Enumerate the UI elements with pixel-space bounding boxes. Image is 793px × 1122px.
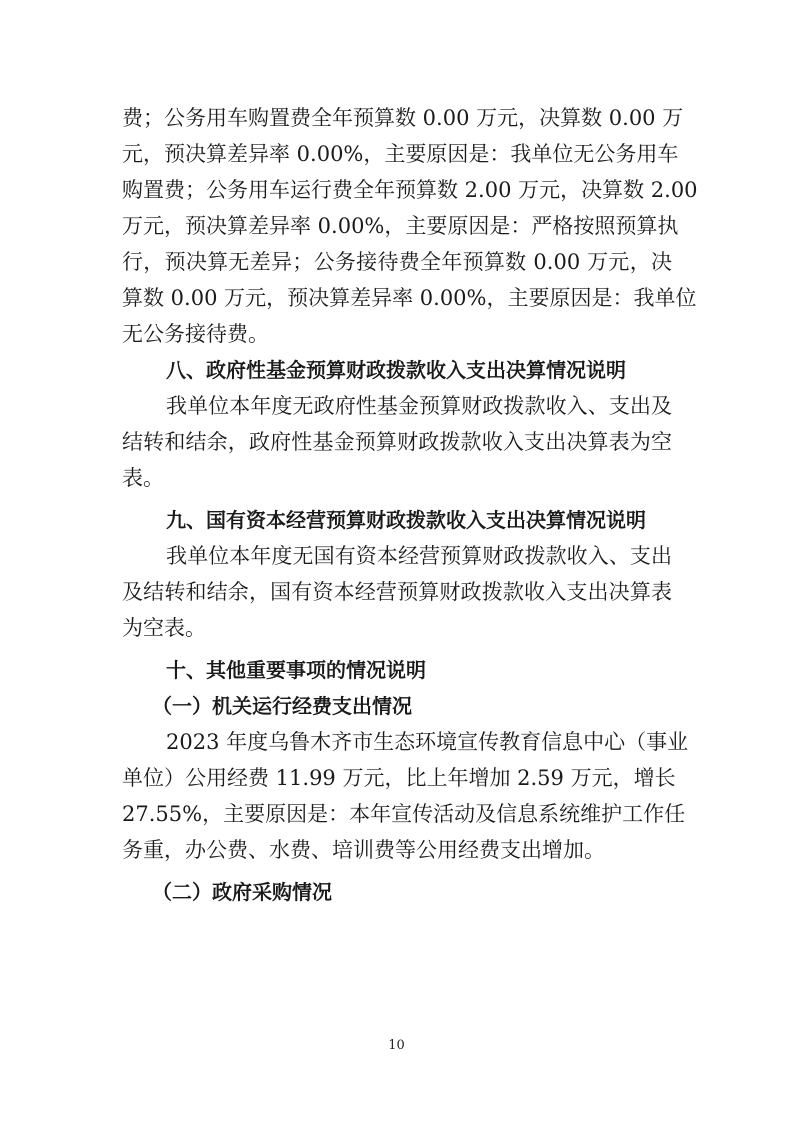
text-line: 行，预决算无差异；公务接待费全年预算数 0.00 万元，决 bbox=[122, 250, 672, 274]
section-heading-10: 十、其他重要事项的情况说明 bbox=[166, 658, 426, 682]
section-heading-9: 九、国有资本经营预算财政拨款收入支出决算情况说明 bbox=[166, 508, 646, 532]
paragraph-section-8 bbox=[122, 388, 672, 496]
paragraph-official-expenses bbox=[122, 100, 698, 352]
text-line: 我单位本年度无政府性基金预算财政拨款收入、支出及 bbox=[166, 394, 672, 418]
page-number: 10 bbox=[388, 1038, 405, 1053]
text-line: 为空表。 bbox=[122, 616, 206, 640]
text-line: 2023 年度乌鲁木齐市生态环境宣传教育信息中心（事业 bbox=[166, 730, 689, 754]
text-line: 我单位本年度无国有资本经营预算财政拨款收入、支出 bbox=[166, 544, 672, 568]
text-line: 结转和结余，政府性基金预算财政拨款收入支出决算表为空 bbox=[122, 430, 672, 454]
text-line: 单位）公用经费 11.99 万元，比上年增加 2.59 万元，增长 bbox=[122, 766, 676, 790]
text-line: 无公务接待费。 bbox=[122, 322, 269, 346]
page-content bbox=[122, 100, 698, 910]
text-line: 及结转和结余，国有资本经营预算财政拨款收入支出决算表 bbox=[122, 580, 672, 604]
text-line: 算数 0.00 万元，预决算差异率 0.00%，主要原因是：我单位 bbox=[122, 286, 697, 310]
text-line: 表。 bbox=[122, 466, 164, 490]
paragraph-operating-expenses bbox=[122, 724, 689, 868]
subsection-heading-2: （二）政府采购情况 bbox=[152, 880, 332, 904]
text-line: 购置费；公务用车运行费全年预算数 2.00 万元，决算数 2.00 bbox=[122, 178, 698, 202]
section-heading-8: 八、政府性基金预算财政拨款收入支出决算情况说明 bbox=[166, 358, 626, 382]
text-line: 元，预决算差异率 0.00%，主要原因是：我单位无公务用车 bbox=[122, 142, 679, 166]
text-line: 27.55%，主要原因是：本年宣传活动及信息系统维护工作任 bbox=[122, 802, 686, 826]
text-line: 万元，预决算差异率 0.00%，主要原因是：严格按照预算执 bbox=[122, 214, 679, 238]
text-line: 务重，办公费、水费、培训费等公用经费支出增加。 bbox=[122, 838, 605, 862]
text-line: 费；公务用车购置费全年预算数 0.00 万元，决算数 0.00 万 bbox=[122, 106, 684, 130]
subsection-heading-1: （一）机关运行经费支出情况 bbox=[152, 694, 412, 718]
paragraph-section-9 bbox=[122, 538, 672, 646]
